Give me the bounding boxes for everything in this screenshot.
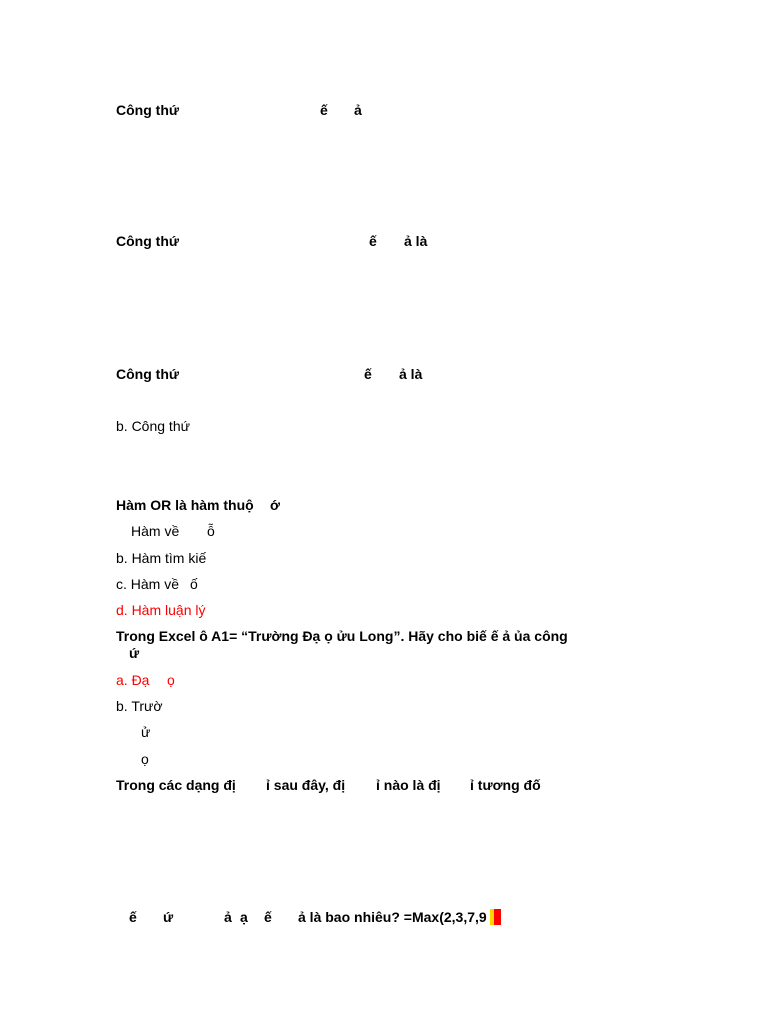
- question-6-part-4: ỉ tương đố: [470, 777, 541, 793]
- question-5-option-d: ọ: [141, 751, 149, 767]
- question-7-part-2: ứ: [163, 909, 174, 925]
- question-4-option-b: b. Hàm tìm kiế: [116, 550, 207, 566]
- question-3-part-3: ả là: [399, 366, 423, 382]
- question-7-part-1: ế: [129, 909, 137, 925]
- question-4-option-c-part-1: c. Hàm về: [116, 576, 180, 592]
- question-5-option-a-part-1: a. Đạ: [116, 672, 150, 688]
- question-4-option-c-part-2: ố: [190, 576, 198, 592]
- question-4-option-d-answer: d. Hàm luận lý: [116, 602, 206, 618]
- question-5-option-b: b. Trườ: [116, 698, 163, 714]
- question-4-part-2: ớ: [270, 497, 280, 513]
- question-2-part-2: ế: [369, 233, 377, 249]
- question-7-part-6: ả là bao nhiêu? =Max(2,3,7,9: [298, 909, 487, 925]
- question-5-line-1: Trong Excel ô A1= “Trường Đạ ọ ửu Long”. Hãy cho biế ế ả ủa công: [116, 628, 568, 644]
- question-5-line-2: ứ: [129, 645, 140, 661]
- question-1-part-3: ả: [354, 102, 362, 118]
- question-4-option-a-part-1: Hàm về: [131, 523, 180, 539]
- highlight-marker: [490, 909, 501, 925]
- question-7-part-5: ế: [264, 909, 272, 925]
- question-2-part-3: ả là: [404, 233, 428, 249]
- question-7-part-4: ạ: [240, 909, 248, 925]
- question-5-option-a-part-2: ọ: [167, 672, 175, 688]
- question-1-part-2: ế: [320, 102, 328, 118]
- question-6-part-1: Trong các dạng đị: [116, 777, 236, 793]
- question-3-part-2: ế: [364, 366, 372, 382]
- question-1-part-1: Công thứ: [116, 102, 180, 118]
- question-3-option-b: b. Công thứ: [116, 418, 190, 434]
- question-2-part-1: Công thứ: [116, 233, 180, 249]
- highlight-marker-yellow: [490, 909, 494, 925]
- question-3-part-1: Công thứ: [116, 366, 180, 382]
- question-4-option-a-part-2: ỗ: [207, 523, 215, 539]
- question-6-part-3: ỉ nào là đị: [376, 777, 441, 793]
- question-6-part-2: ỉ sau đây, đị: [266, 777, 346, 793]
- question-5-option-c: ử: [141, 724, 151, 740]
- question-7-part-3: ả: [224, 909, 232, 925]
- question-4-part-1: Hàm OR là hàm thuộ: [116, 497, 254, 513]
